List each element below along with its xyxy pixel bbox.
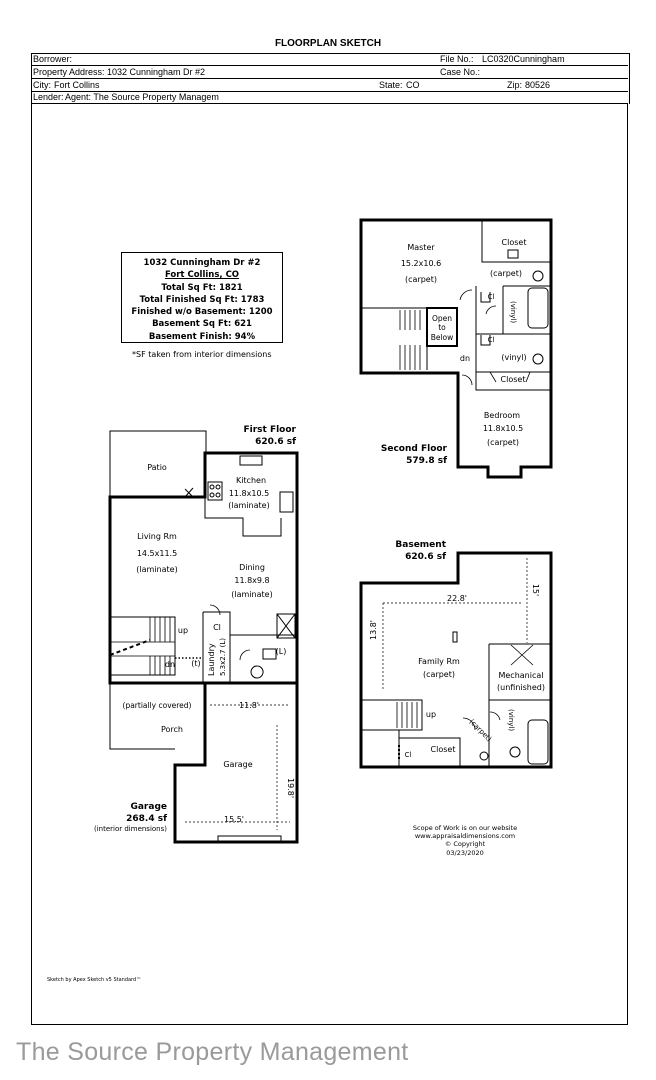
bsmt-closet-label: Closet <box>430 745 456 754</box>
kitchen-stove <box>208 482 222 500</box>
garage-length-label: 19.8' <box>286 778 295 799</box>
open-to-label: Open <box>431 314 453 323</box>
garage-note: (interior dimensions) <box>93 825 167 833</box>
lender-label: Lender: <box>33 92 64 102</box>
watermark: The Source Property Management <box>16 1038 409 1066</box>
kitchen-sink <box>240 456 262 465</box>
summary-note: *SF taken from interior dimensions <box>132 350 272 359</box>
second-floor-plan <box>361 220 551 477</box>
master-label: Master <box>407 243 435 252</box>
bsmt-vinyl-label: (vinyl) <box>507 709 515 732</box>
bsmt-cl-label: Cl <box>404 751 412 759</box>
garage-area: 268.4 sf <box>126 814 167 824</box>
living-dim: 14.5x11.5 <box>136 549 178 558</box>
mechanical-label: Mechanical <box>498 671 544 680</box>
page-title: FLOORPLAN SKETCH <box>274 38 382 49</box>
bsmt-depth-label: 13.8' <box>369 619 378 641</box>
borrower-label: Borrower: <box>33 54 73 64</box>
living-mat: (laminate) <box>136 565 178 574</box>
summary-no-basement: Finished w/o Basement: 1200 <box>131 307 273 318</box>
garage-width-label: 11.8' <box>238 701 260 710</box>
kitchen-dim: 11.8x10.5 <box>228 489 270 498</box>
dining-dim: 11.8x9.8 <box>234 576 270 585</box>
city-value: Fort Collins <box>54 80 100 90</box>
city-label: City: <box>33 80 51 90</box>
second-cl1-label: Cl <box>487 293 495 301</box>
dining-label: Dining <box>239 563 265 572</box>
bedroom-dim: 11.8x10.5 <box>482 424 524 433</box>
bath1-vinyl-label: (vinyl) <box>509 301 517 324</box>
open-to2-label: to <box>438 323 446 332</box>
summary-city: Fort Collins, CO <box>164 270 240 281</box>
bsmt-width-label: 22.8' <box>446 594 468 603</box>
dining-mat: (laminate) <box>231 590 273 599</box>
bsmt-bath-walls <box>489 700 551 767</box>
family-label: Family Rm <box>418 657 460 666</box>
scope-line-3: © Copyright <box>444 840 486 848</box>
state-label: State: <box>379 80 403 90</box>
first-closet-label: Cl <box>213 623 221 632</box>
second-cl2-label: Cl <box>487 336 495 344</box>
summary-basement-finish: Basement Finish: 94% <box>148 331 256 342</box>
second-dn-label: dn <box>459 354 471 363</box>
porch-outline <box>110 683 175 749</box>
scope-date: 03/23/2020 <box>446 849 484 857</box>
kitchen-fridge <box>280 492 293 512</box>
kitchen-mat: (laminate) <box>228 501 270 510</box>
footer-notes <box>47 824 517 983</box>
first-up-label: up <box>177 626 189 635</box>
bedroom-label: Bedroom <box>483 411 521 420</box>
porch-covered-label: (partially covered) <box>122 701 192 710</box>
unfinished-label: (unfinished) <box>497 683 545 692</box>
scope-line-1: Scope of Work is on our website <box>412 824 518 832</box>
bsmt-up-label: up <box>425 710 437 719</box>
zip-value: 80526 <box>525 80 551 90</box>
living-label: Living Rm <box>137 532 177 541</box>
master-dim: 15.2x10.6 <box>400 259 442 268</box>
laundry-label: Laundry <box>207 643 216 676</box>
master-closet-label: Closet <box>501 238 527 247</box>
bsmt-depth2-label: 15' <box>531 583 540 597</box>
software-credit: Sketch by Apex Sketch v5 Standard™ <box>47 977 142 983</box>
family-mat: (carpet) <box>423 670 455 679</box>
laundry-dim: 5.3x2.7 (L) <box>219 638 227 676</box>
kitchen-label: Kitchen <box>235 476 267 485</box>
summary-basement: Basement Sq Ft: 621 <box>152 319 252 330</box>
first-t-label: (t) <box>191 659 201 668</box>
post <box>453 632 457 642</box>
summary-finished: Total Finished Sq Ft: 1783 <box>139 294 265 305</box>
garage-width2-label: 15.5' <box>223 815 245 824</box>
bathtub <box>528 288 548 328</box>
summary-total: Total Sq Ft: 1821 <box>161 282 243 293</box>
zip-label: Zip: <box>507 80 523 90</box>
second-floor-area: 579.8 sf <box>406 456 447 466</box>
case-no-label: Case No.: <box>440 67 481 77</box>
first-floor-area: 620.6 sf <box>255 437 296 447</box>
first-floor-title: First Floor <box>243 425 296 435</box>
property-label: Property Address: <box>33 67 105 77</box>
porch-label: Porch <box>160 725 184 734</box>
bedroom-closet-label: Closet <box>500 375 526 384</box>
open-below-label: Below <box>430 333 454 342</box>
basement-title: Basement <box>395 540 446 550</box>
bsmt-carpet-label: (carpet) <box>467 717 494 744</box>
scope-line-2: www.appraisaldimensions.com <box>414 832 516 840</box>
first-dn-label: dn <box>164 660 176 669</box>
bsmt-stairs <box>361 700 422 730</box>
basement-area: 620.6 sf <box>405 552 446 562</box>
lender-value: Agent: The Source Property Managem <box>65 92 219 102</box>
second-stairs <box>361 308 427 370</box>
bath2-vinyl-label: (vinyl) <box>501 353 527 362</box>
property-value: 1032 Cunningham Dr #2 <box>107 67 206 77</box>
bedroom-mat: (carpet) <box>487 438 519 447</box>
bsmt-tub <box>528 720 548 764</box>
patio-label: Patio <box>147 463 167 472</box>
first-l-label: (L) <box>275 647 287 656</box>
summary-address: 1032 Cunningham Dr #2 <box>143 258 261 268</box>
second-floor-exterior-walls <box>361 220 551 477</box>
master-closet-mat: (carpet) <box>490 269 522 278</box>
garage-door <box>218 836 281 841</box>
master-mat: (carpet) <box>405 275 437 284</box>
file-no-value: LC0320Cunningham <box>482 54 565 64</box>
garage-label: Garage <box>223 760 253 769</box>
file-no-label: File No.: <box>440 54 474 64</box>
half-bath-fixtures <box>251 649 276 678</box>
second-floor-title: Second Floor <box>380 444 447 454</box>
state-value: CO <box>406 80 420 90</box>
floorplan-labels <box>94 238 545 833</box>
garage-title: Garage <box>130 802 167 812</box>
